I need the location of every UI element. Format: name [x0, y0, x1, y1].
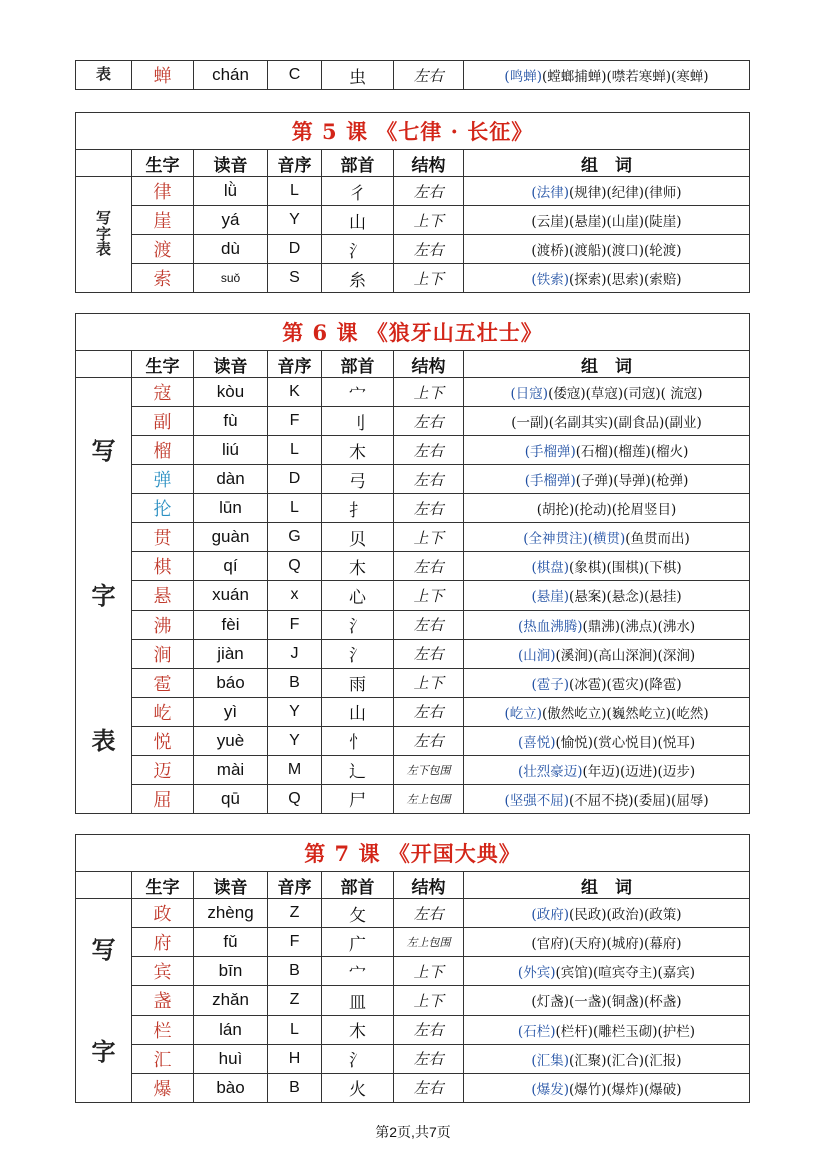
words-rest: (爆竹)(爆炸)(爆破) [568, 1081, 682, 1098]
pinyin-cell: zhǎn [194, 986, 268, 1015]
structure-cell: 上下 [394, 986, 464, 1015]
header-pinyin: 读音 [194, 150, 268, 177]
radical-cell: 虫 [322, 61, 394, 90]
order-cell: H [268, 1044, 322, 1073]
table-row [76, 436, 750, 465]
words-rest: (子弹)(导弹)(枪弹) [575, 473, 689, 490]
table-row [76, 755, 750, 784]
words-rest: (愉悦)(赏心悦目)(悦耳) [555, 734, 696, 751]
order-cell: Q [268, 784, 322, 813]
order-cell: x [268, 581, 322, 610]
lesson-title-row [76, 113, 750, 150]
header-words: 组 词 [464, 872, 750, 899]
words-highlight: (悬崖) [531, 589, 569, 606]
radical-cell: 氵 [322, 1044, 394, 1073]
character-cell: 栏 [132, 1015, 194, 1044]
table-row [76, 177, 750, 206]
page-footer: 第2页,共7页 [375, 1124, 451, 1140]
order-cell: L [268, 1015, 322, 1044]
header-words: 组 词 [464, 150, 750, 177]
words-rest: (螳螂捕蝉)(噤若寒蝉)(寒蝉) [541, 69, 709, 85]
header-row [76, 351, 750, 378]
radical-cell: 皿 [322, 986, 394, 1015]
radical-cell: 攵 [322, 899, 394, 928]
words-rest: (宾馆)(喧宾夺主)(嘉宾) [555, 965, 696, 982]
pinyin-cell: lūn [194, 494, 268, 523]
structure-cell: 上下 [394, 581, 464, 610]
pinyin-cell: liú [194, 436, 268, 465]
order-cell: J [268, 639, 322, 668]
character-cell: 宾 [132, 957, 194, 986]
order-cell: F [268, 407, 322, 436]
words-cell [464, 235, 750, 264]
words-highlight: (日寇) [510, 386, 549, 403]
words-cell [464, 378, 750, 407]
header-pinyin: 读音 [194, 351, 268, 378]
structure-cell: 左右 [394, 697, 464, 726]
radical-cell: 木 [322, 436, 394, 465]
character-cell: 雹 [132, 668, 194, 697]
pinyin-cell: yá [194, 206, 268, 235]
character-cell: 榴 [132, 436, 194, 465]
table-row [76, 61, 750, 90]
character-cell: 沸 [132, 610, 194, 639]
side-label [76, 378, 132, 814]
order-cell: C [268, 61, 322, 90]
order-cell: L [268, 436, 322, 465]
words-cell [464, 494, 750, 523]
words-highlight: (石栏) [517, 1023, 556, 1040]
table-row [76, 465, 750, 494]
radical-cell: 尸 [322, 784, 394, 813]
radical-cell: 山 [322, 697, 394, 726]
words-cell [464, 206, 750, 235]
pinyin-cell: kòu [194, 378, 268, 407]
structure-cell: 左右 [394, 1015, 464, 1044]
table-row [76, 581, 750, 610]
order-cell: Q [268, 552, 322, 581]
character-cell: 棋 [132, 552, 194, 581]
table-row [76, 407, 750, 436]
side-label: 表 [76, 61, 132, 90]
pinyin-cell: yì [194, 697, 268, 726]
character-cell: 悦 [132, 726, 194, 755]
words-cell [464, 610, 750, 639]
structure-cell: 左右 [394, 1044, 464, 1073]
lesson-title: 第 6 课 《狼牙山五壮士》 [76, 314, 750, 351]
radical-cell: 木 [322, 1015, 394, 1044]
words-cell [464, 407, 750, 436]
structure-cell: 上下 [394, 264, 464, 293]
words-cell [464, 1044, 750, 1073]
words-cell [464, 697, 750, 726]
pinyin-cell: suǒ [194, 264, 268, 293]
order-cell: Z [268, 899, 322, 928]
order-cell: K [268, 378, 322, 407]
order-cell: Z [268, 986, 322, 1015]
structure-cell: 左右 [394, 235, 464, 264]
header-radical: 部首 [322, 872, 394, 899]
character-cell: 渡 [132, 235, 194, 264]
pinyin-cell: fǔ [194, 928, 268, 957]
words-highlight: (手榴弹) [524, 444, 576, 461]
structure-cell: 左右 [394, 177, 464, 206]
side-label [76, 899, 132, 1103]
pinyin-cell: dàn [194, 465, 268, 494]
radical-cell: 刂 [322, 407, 394, 436]
structure-cell: 左右 [394, 552, 464, 581]
structure-cell: 左上包围 [394, 784, 464, 813]
character-cell: 政 [132, 899, 194, 928]
radical-cell: 雨 [322, 668, 394, 697]
header-row [76, 150, 750, 177]
words-highlight: (雹子) [531, 676, 569, 693]
pinyin-cell: qū [194, 784, 268, 813]
structure-cell: 左下包围 [394, 755, 464, 784]
structure-cell: 左上包围 [394, 928, 464, 957]
table-row [76, 264, 750, 293]
character-cell: 汇 [132, 1044, 194, 1073]
side-label-char: 字 [91, 1036, 116, 1066]
order-cell: Y [268, 697, 322, 726]
table-row [76, 986, 750, 1015]
words-rest: (云崖)(悬崖)(山崖)(陡崖) [531, 214, 682, 230]
words-highlight: (政府) [531, 907, 569, 924]
character-cell: 抡 [132, 494, 194, 523]
character-cell: 蝉 [132, 61, 194, 90]
words-highlight: (汇集) [531, 1052, 569, 1069]
words-rest: (石榴)(榴莲)(榴火) [575, 444, 689, 461]
side-label-text: 写字表 [96, 208, 112, 259]
lesson-title-row [76, 314, 750, 351]
header-blank [76, 150, 132, 177]
table-row [76, 1015, 750, 1044]
words-cell [464, 1073, 750, 1102]
radical-cell: 木 [322, 552, 394, 581]
side-label-char: 字 [91, 580, 116, 610]
pinyin-cell: yuè [194, 726, 268, 755]
words-highlight: (山涧) [517, 647, 556, 664]
side-label-char: 写 [91, 435, 116, 465]
words-highlight: (手榴弹) [524, 473, 576, 490]
words-rest: (栏杆)(雕栏玉砌)(护栏) [555, 1023, 696, 1040]
words-rest: (灯盏)(一盏)(铜盏)(杯盏) [531, 994, 682, 1011]
radical-cell: 辶 [322, 755, 394, 784]
radical-cell: 忄 [322, 726, 394, 755]
structure-cell: 左右 [394, 436, 464, 465]
order-cell: Y [268, 726, 322, 755]
structure-cell: 左右 [394, 610, 464, 639]
pinyin-cell: bīn [194, 957, 268, 986]
structure-cell: 上下 [394, 668, 464, 697]
words-rest: (胡抡)(抡动)(抡眉竖目) [536, 502, 677, 519]
pinyin-cell: bào [194, 1073, 268, 1102]
words-cell [464, 1015, 750, 1044]
words-highlight: (外宾) [517, 965, 556, 982]
words-cell [464, 61, 750, 90]
table-row [76, 494, 750, 523]
order-cell: S [268, 264, 322, 293]
header-order: 音序 [268, 351, 322, 378]
header-order: 音序 [268, 150, 322, 177]
pinyin-cell: jiàn [194, 639, 268, 668]
table-row [76, 639, 750, 668]
radical-cell: 宀 [322, 378, 394, 407]
header-char: 生字 [132, 872, 194, 899]
pinyin-cell: guàn [194, 523, 268, 552]
character-cell: 寇 [132, 378, 194, 407]
header-char: 生字 [132, 150, 194, 177]
header-char: 生字 [132, 351, 194, 378]
header-row [76, 872, 750, 899]
header-structure: 结构 [394, 150, 464, 177]
words-rest: (鱼贯而出) [625, 531, 690, 548]
pinyin-cell: huì [194, 1044, 268, 1073]
side-label [76, 177, 132, 293]
radical-cell: 弓 [322, 465, 394, 494]
radical-cell: 心 [322, 581, 394, 610]
words-rest: (官府)(天府)(城府)(幕府) [531, 936, 682, 953]
header-order: 音序 [268, 872, 322, 899]
words-cell [464, 668, 750, 697]
character-cell: 府 [132, 928, 194, 957]
words-rest: (象棋)(围棋)(下棋) [568, 560, 682, 577]
words-highlight: (喜悦) [517, 734, 556, 751]
table-row [76, 610, 750, 639]
character-cell: 崖 [132, 206, 194, 235]
table-row [76, 378, 750, 407]
words-highlight: (鸣蝉) [504, 69, 542, 85]
words-rest: (民政)(政治)(政策) [568, 907, 682, 924]
pinyin-cell: fù [194, 407, 268, 436]
header-radical: 部首 [322, 351, 394, 378]
pinyin-cell: dù [194, 235, 268, 264]
lesson-5-table [75, 112, 750, 293]
order-cell: G [268, 523, 322, 552]
character-cell: 屹 [132, 697, 194, 726]
words-cell [464, 755, 750, 784]
order-cell: D [268, 465, 322, 494]
structure-cell: 左右 [394, 726, 464, 755]
words-cell [464, 436, 750, 465]
lesson-7-table [75, 834, 750, 1103]
radical-cell: 彳 [322, 177, 394, 206]
structure-cell: 上下 [394, 206, 464, 235]
words-rest: (傲然屹立)(巍然屹立)(屹然) [541, 705, 709, 722]
words-rest: (溪涧)(高山深涧)(深涧) [555, 647, 696, 664]
words-cell [464, 177, 750, 206]
character-cell: 盏 [132, 986, 194, 1015]
structure-cell: 上下 [394, 957, 464, 986]
words-highlight: (爆发) [531, 1081, 569, 1098]
pinyin-cell: chán [194, 61, 268, 90]
words-rest: (悬案)(悬念)(悬挂) [568, 589, 682, 606]
radical-cell: 氵 [322, 639, 394, 668]
pinyin-cell: qí [194, 552, 268, 581]
words-highlight: (坚强不屈) [504, 792, 569, 809]
table-row [76, 957, 750, 986]
structure-cell: 左右 [394, 1073, 464, 1102]
words-cell [464, 986, 750, 1015]
words-rest: (倭寇)(草寇)(司寇)( 流寇) [548, 386, 703, 403]
words-cell [464, 899, 750, 928]
side-label-char: 写 [91, 935, 116, 965]
header-pinyin: 读音 [194, 872, 268, 899]
character-cell: 屈 [132, 784, 194, 813]
structure-cell: 左右 [394, 407, 464, 436]
radical-cell: 氵 [322, 610, 394, 639]
lesson-title-row [76, 835, 750, 872]
order-cell: Y [268, 206, 322, 235]
table-row [76, 784, 750, 813]
table-row [76, 552, 750, 581]
pinyin-cell: báo [194, 668, 268, 697]
header-structure: 结构 [394, 872, 464, 899]
table-row [76, 668, 750, 697]
character-cell: 弹 [132, 465, 194, 494]
order-cell: L [268, 177, 322, 206]
header-blank [76, 351, 132, 378]
words-highlight: (壮烈豪迈) [517, 763, 583, 780]
radical-cell: 贝 [322, 523, 394, 552]
order-cell: B [268, 668, 322, 697]
words-highlight: (铁索) [531, 272, 569, 288]
order-cell: F [268, 610, 322, 639]
words-highlight: (棋盘) [531, 560, 569, 577]
order-cell: B [268, 957, 322, 986]
words-rest: (规律)(纪律)(律师) [568, 185, 682, 201]
words-rest: (冰雹)(雹灾)(降雹) [568, 676, 682, 693]
character-cell: 索 [132, 264, 194, 293]
table-row [76, 726, 750, 755]
radical-cell: 宀 [322, 957, 394, 986]
table-row [76, 928, 750, 957]
words-cell [464, 581, 750, 610]
words-highlight: (屹立) [504, 705, 542, 722]
table-row [76, 1044, 750, 1073]
words-rest: (探索)(思索)(索赔) [568, 272, 682, 288]
header-structure: 结构 [394, 351, 464, 378]
words-highlight: (法律) [531, 185, 569, 201]
words-cell [464, 639, 750, 668]
header-blank [76, 872, 132, 899]
words-cell [464, 726, 750, 755]
header-words: 组 词 [464, 351, 750, 378]
radical-cell: 扌 [322, 494, 394, 523]
structure-cell: 左右 [394, 639, 464, 668]
lesson-title: 第 7 课 《开国大典》 [76, 835, 750, 872]
words-highlight: (热血沸腾) [517, 618, 583, 635]
table-row [76, 899, 750, 928]
character-cell: 律 [132, 177, 194, 206]
structure-cell: 上下 [394, 523, 464, 552]
radical-cell: 火 [322, 1073, 394, 1102]
order-cell: F [268, 928, 322, 957]
structure-cell: 左右 [394, 61, 464, 90]
words-highlight: (全神贯注)(横贯) [523, 531, 626, 548]
character-cell: 悬 [132, 581, 194, 610]
lesson-title: 第 5 课 《七律 · 长征》 [76, 113, 750, 150]
words-cell [464, 784, 750, 813]
character-cell: 爆 [132, 1073, 194, 1102]
radical-cell: 氵 [322, 235, 394, 264]
side-label-char: 表 [91, 725, 116, 755]
order-cell: L [268, 494, 322, 523]
words-rest: (年迈)(迈进)(迈步) [582, 763, 696, 780]
words-rest: (汇聚)(汇合)(汇报) [568, 1052, 682, 1069]
pinyin-cell: mài [194, 755, 268, 784]
words-cell [464, 523, 750, 552]
table-row [76, 235, 750, 264]
top-table [75, 60, 750, 90]
radical-cell: 广 [322, 928, 394, 957]
structure-cell: 上下 [394, 378, 464, 407]
pinyin-cell: lǜ [194, 177, 268, 206]
words-rest: (不屈不挠)(委屈)(屈辱) [568, 792, 709, 809]
words-rest: (渡桥)(渡船)(渡口)(轮渡) [531, 243, 682, 259]
words-rest: (鼎沸)(沸点)(沸水) [582, 618, 696, 635]
words-cell [464, 264, 750, 293]
lesson-6-table [75, 313, 750, 814]
table-row [76, 206, 750, 235]
order-cell: B [268, 1073, 322, 1102]
header-radical: 部首 [322, 150, 394, 177]
radical-cell: 山 [322, 206, 394, 235]
table-row [76, 523, 750, 552]
table-row [76, 697, 750, 726]
words-cell [464, 928, 750, 957]
table-row [76, 1073, 750, 1102]
pinyin-cell: zhèng [194, 899, 268, 928]
order-cell: M [268, 755, 322, 784]
structure-cell: 左右 [394, 494, 464, 523]
words-cell [464, 552, 750, 581]
character-cell: 涧 [132, 639, 194, 668]
words-cell [464, 465, 750, 494]
words-cell [464, 957, 750, 986]
order-cell: D [268, 235, 322, 264]
structure-cell: 左右 [394, 465, 464, 494]
structure-cell: 左右 [394, 899, 464, 928]
character-cell: 贯 [132, 523, 194, 552]
pinyin-cell: xuán [194, 581, 268, 610]
pinyin-cell: lán [194, 1015, 268, 1044]
pinyin-cell: fèi [194, 610, 268, 639]
character-cell: 迈 [132, 755, 194, 784]
words-rest: (一副)(名副其实)(副食品)(副业) [511, 415, 702, 432]
radical-cell: 糸 [322, 264, 394, 293]
character-cell: 副 [132, 407, 194, 436]
